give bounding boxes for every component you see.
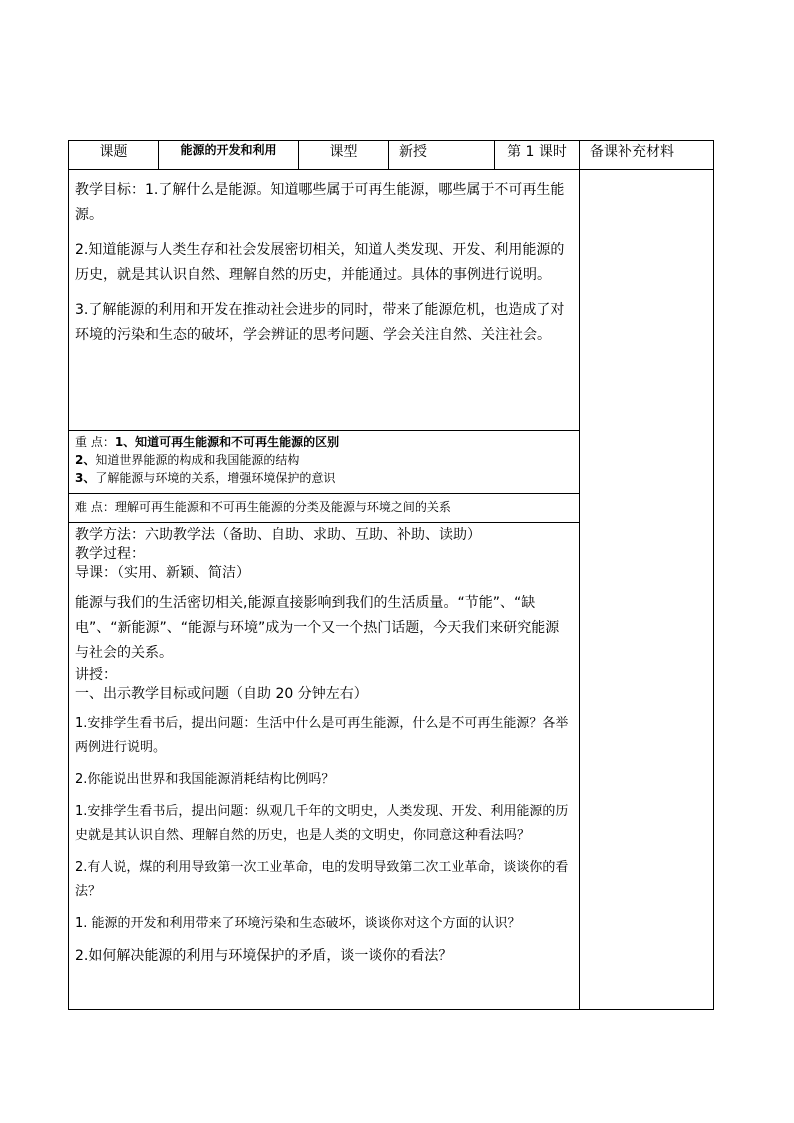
objective-1: 教学目标：1.了解什么是能源。知道哪些属于可再生能源，哪些属于不可再生能源。 — [75, 182, 565, 223]
key-points-cell — [69, 431, 580, 494]
notes-column — [580, 170, 714, 1010]
objective-2: 2.知道能源与人类生存和社会发展密切相关，知道人类发现、开发、利用能源的历史，就是其认识自然、理解自然的历史，并能通过。具体的事例进行说明。 — [75, 242, 565, 283]
lesson-plan-table — [68, 140, 714, 1010]
header-row — [69, 141, 714, 170]
key-point-2: 2、知道世界能源的构成和我国能源的结构 — [75, 453, 300, 467]
period-cell: 第 1 课时 — [495, 141, 580, 170]
key-point-1: 重 点：1、知道可再生能源和不可再生能源的区别 — [75, 435, 340, 449]
question-5: 1. 能源的开发和利用带来了环境污染和生态破坏，谈谈你对这个方面的认识？ — [75, 916, 521, 931]
notes-label: 备课补充材料 — [580, 141, 714, 170]
type-label: 课型 — [299, 141, 389, 170]
teaching-method: 教学方法：六助教学法（备助、自助、求助、互助、补助、读助） — [75, 527, 481, 543]
type-value: 新授 — [389, 141, 495, 170]
key-point-3: 3、了解能源与环境的关系，增强环境保护的意识 — [75, 471, 336, 485]
section-1-title: 一、出示教学目标或问题（自助 20 分钟左右） — [75, 686, 368, 702]
topic-value: 能源的开发和利用 — [159, 141, 299, 170]
intro-label: 导课：（实用、新颖、简洁） — [75, 565, 250, 581]
key-points-label: 重 点： — [75, 435, 115, 449]
objectives-row — [69, 170, 714, 431]
process-cell — [69, 523, 580, 1010]
difficulty-cell — [69, 494, 580, 523]
question-2: 2.你能说出世界和我国能源消耗结构比例吗？ — [75, 772, 335, 787]
intro-text: 能源与我们的生活密切相关,能源直接影响到我们的生活质量。“节能”、“缺电”、“新能源”、“能源与环境”成为一个又一个热门话题，今天我们来研究能源与社会的关系。 — [75, 595, 560, 661]
difficulty-line: 难 点：理解可再生能源和不可再生能源的分类及能源与环境之间的关系 — [75, 500, 451, 514]
question-3: 1.安排学生看书后，提出问题：纵观几千年的文明史，人类发现、开发、利用能源的历史就是其认识自然、理解自然的历史，也是人类的文明史，你同意这种看法吗？ — [75, 804, 569, 843]
lecture-label: 讲授： — [75, 667, 117, 683]
topic-label: 课题 — [69, 141, 159, 170]
difficulty-label: 难 点： — [75, 500, 115, 514]
question-4: 2.有人说，煤的利用导致第一次工业革命，电的发明导致第二次工业革命，谈谈你的看法？ — [75, 860, 569, 899]
objectives-cell — [69, 170, 580, 431]
question-6: 2.如何解决能源的利用与环境保护的矛盾，谈一谈你的看法？ — [75, 948, 453, 964]
question-1: 1.安排学生看书后，提出问题：生活中什么是可再生能源，什么是不可再生能源？各举两例进行说明。 — [75, 716, 569, 755]
process-label: 教学过程： — [75, 546, 145, 562]
objective-3: 3.了解能源的利用和开发在推动社会进步的同时，带来了能源危机，也造成了对环境的污染和生态的破坏，学会辨证的思考问题、学会关注自然、关注社会。 — [75, 302, 565, 343]
